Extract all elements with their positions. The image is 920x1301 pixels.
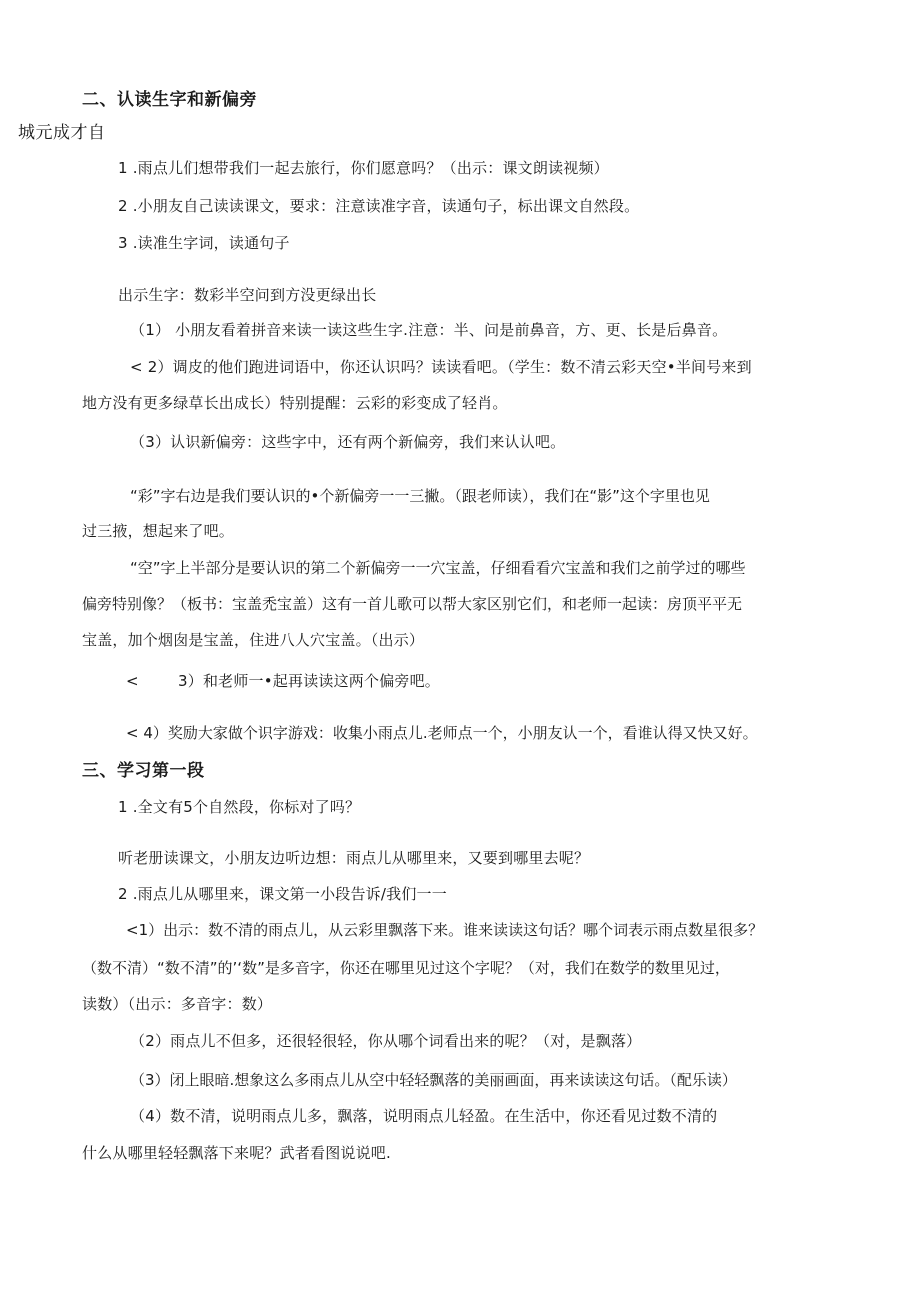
- kong-paragraph-line2: 偏旁特别像？（板书：宝盖禿宝盖）这有一首儿歌可以帮大家区别它们，和老师一起读：房顶平平无: [82, 595, 743, 613]
- item-2: 2 .小朋友自己读读课文，要求：注意读准字音，读通句子，标出课文自然段。: [118, 197, 640, 215]
- section2-heading: 二、认读生字和新偏旁: [82, 90, 257, 110]
- step-4: < 4）奖励大家做个识字游戏：收集小雨点儿.老师点一个，小朋友认一个，看谁认得又快又好。: [126, 724, 758, 742]
- step-3: （3）认识新偏旁：这些字中，还有两个新偏旁，我们来认认吧。: [130, 433, 566, 451]
- kong-paragraph-line3: 宝盖，加个烟囱是宝盖，住进八人穴宝盖。（出示）: [82, 631, 425, 649]
- s3-step-1-line2: （数不清）“数不清”的’‘数”是多音字，你还在哪里见过这个字呢？（对，我们在数学的数里见过，: [82, 959, 730, 977]
- step-3b-mark: <: [126, 672, 139, 690]
- kong-paragraph-line1: “空”字上半部分是要认识的第二个新偏旁一一穴宝盖，仔细看看穴宝盖和我们之前学过的哪些: [130, 559, 746, 577]
- step-2-line2: 地方没有更多绿草长出成长）特别提醒：云彩的彩变成了轻肖。: [82, 394, 508, 412]
- s3-item-2: 2 .雨点儿从哪里来，课文第一小段告诉/我们一一: [118, 885, 447, 903]
- cai-paragraph-line1: “彩”字右边是我们要认识的•个新偏旁一一三撇。（跟老师读），我们在“影”这个字里也见: [130, 487, 710, 505]
- s3-step-2: （2）雨点儿不但多，还很轻很轻，你从哪个词看出来的呢？（对，是飘落）: [130, 1032, 642, 1050]
- s3-item-1: 1 .全文有5个自然段，你标对了吗？: [118, 798, 361, 816]
- s3-step-3: （3）闭上眼暗.想象这么多雨点儿从空中轻轻飘落的美丽画面，再来读读这句话。（配乐读）: [130, 1071, 737, 1089]
- step-3b-text: 3）和老师一•起再读读这两个偏旁吧。: [178, 672, 440, 690]
- section2-subtitle: 城元成才自: [18, 123, 106, 143]
- step-1: （1） 小朋友看着拼音来读一读这些生字.注意：半、问是前鼻音，方、更、长是后鼻音。: [130, 321, 728, 339]
- step-2-line1: < 2）调皮的他们跑进词语中，你还认识吗？读读看吧。（学生：数不清云彩天空•半间号来到: [130, 358, 752, 376]
- s3-step-1-line3: 读数）（出示：多音字：数）: [82, 995, 273, 1013]
- s3-step-4-line2: 什么从哪里轻轻飘落下来呢？武者看图说说吧.: [82, 1144, 391, 1162]
- cai-paragraph-line2: 过三掖，想起来了吧。: [82, 522, 235, 540]
- section3-heading: 三、学习第一段: [82, 761, 205, 781]
- listen-paragraph: 听老册读课文，小朋友边听边想：雨点儿从哪里来，又要到哪里去呢？: [118, 849, 590, 867]
- s3-step-4-line1: （4）数不清，说明雨点儿多，飘落，说明雨点儿轻盈。在生活中，你还看见过数不清的: [130, 1107, 718, 1125]
- s3-step-1-line1: <1）出示：数不清的雨点儿，从云彩里飘落下来。谁来读读这句话？哪个词表示雨点数星很多？: [126, 921, 764, 939]
- item-3: 3 .读准生字词，读通句子: [118, 234, 290, 252]
- item-1: 1 .雨点儿们想带我们一起去旅行，你们愿意吗？（出示：课文朗读视频）: [118, 159, 609, 177]
- show-new-characters: 出示生字：数彩半空问到方没更绿出长: [118, 286, 377, 304]
